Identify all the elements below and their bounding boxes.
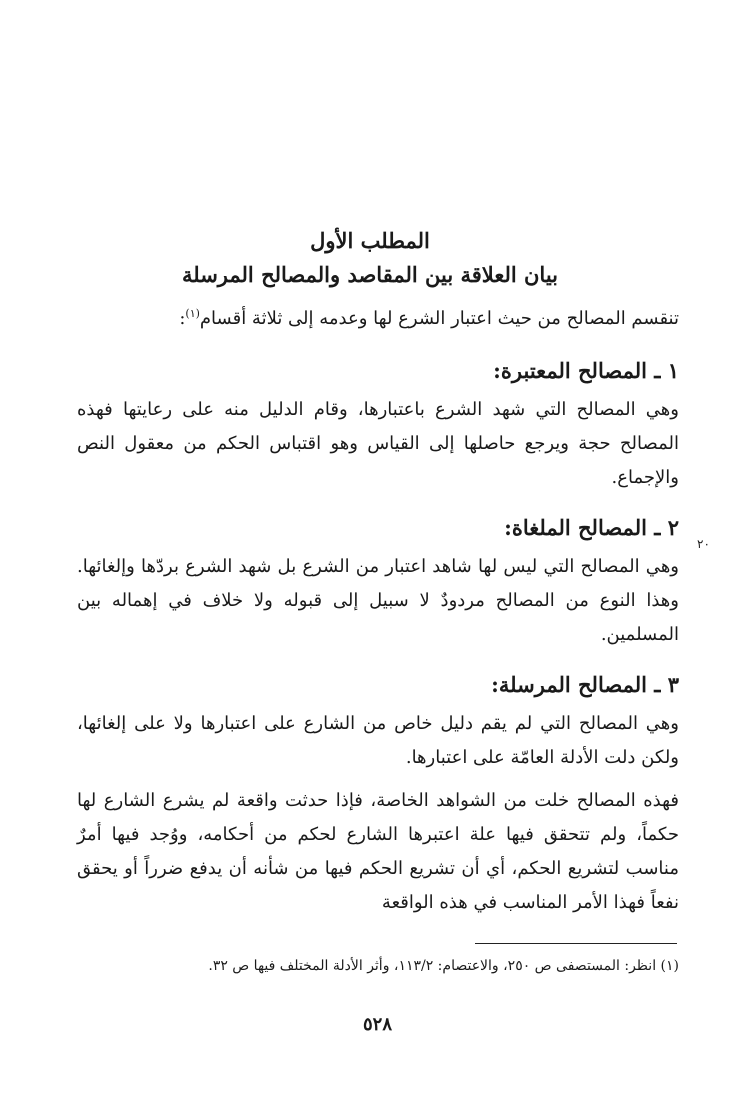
margin-mark: ٢٠ bbox=[697, 537, 710, 551]
page-number: ٥٢٨ bbox=[362, 1014, 392, 1035]
closing-paragraph: فهذه المصالح خلت من الشواهد الخاصة، فإذا حدثت واقعة لم يشرع الشارع لها حكماً، ولم تتحقق فيها علة اعتبرها الشارع لحكم من أحكامه، ووُجد فيها أمرٌ مناسب لتشريع الحكم، أي أن تشريع الحكم فيها من شأنه أن يدفع ضرراً أو يحقق نفعاً فهذا الأمر المناسب في هذه الواقعة bbox=[77, 790, 679, 913]
footnote: (١) انظر: المستصفى ص ٢٥٠، والاعتصام: ١١٣/٢، وأثر الأدلة المختلف فيها ص ٣٢. bbox=[208, 958, 679, 974]
heading-unrestricted-interests: ٣ ـ المصالح المرسلة: bbox=[491, 672, 679, 697]
body-cancelled-interests: وهي المصالح التي ليس لها شاهد اعتبار من الشرع بل شهد الشرع بردّها وإلغائها. وهذا النوع من المصالح مردودٌ لا سبيل إلى قبوله ولا خلاف في إهماله بين المسلمين. bbox=[77, 556, 679, 645]
intro-paragraph bbox=[77, 302, 679, 336]
body-considered-interests: وهي المصالح التي شهد الشرع باعتبارها، وقام الدليل منه على رعايتها فهذه المصالح حجة ويرجع حاصلها إلى القياس وهو اقتباس الحكم من معقول النص والإجماع. bbox=[77, 399, 679, 488]
footnote-divider bbox=[475, 943, 677, 944]
heading-cancelled-interests: ٢ ـ المصالح الملغاة: bbox=[504, 515, 679, 540]
body-unrestricted-interests: وهي المصالح التي لم يقم دليل خاص من الشارع على اعتبارها ولا على إلغائها، ولكن دلت الأدلة العامّة على اعتبارها. bbox=[77, 713, 679, 768]
intro-text: تنقسم المصالح من حيث اعتبار الشرع لها وعدمه إلى ثلاثة أقسام bbox=[199, 308, 679, 329]
footnote-reference: (١) bbox=[185, 307, 200, 320]
intro-end: : bbox=[179, 308, 186, 329]
section-title: المطلب الأول bbox=[310, 228, 430, 253]
section-subtitle: بيان العلاقة بين المقاصد والمصالح المرسلة bbox=[181, 262, 558, 287]
heading-considered-interests: ١ ـ المصالح المعتبرة: bbox=[493, 358, 679, 383]
